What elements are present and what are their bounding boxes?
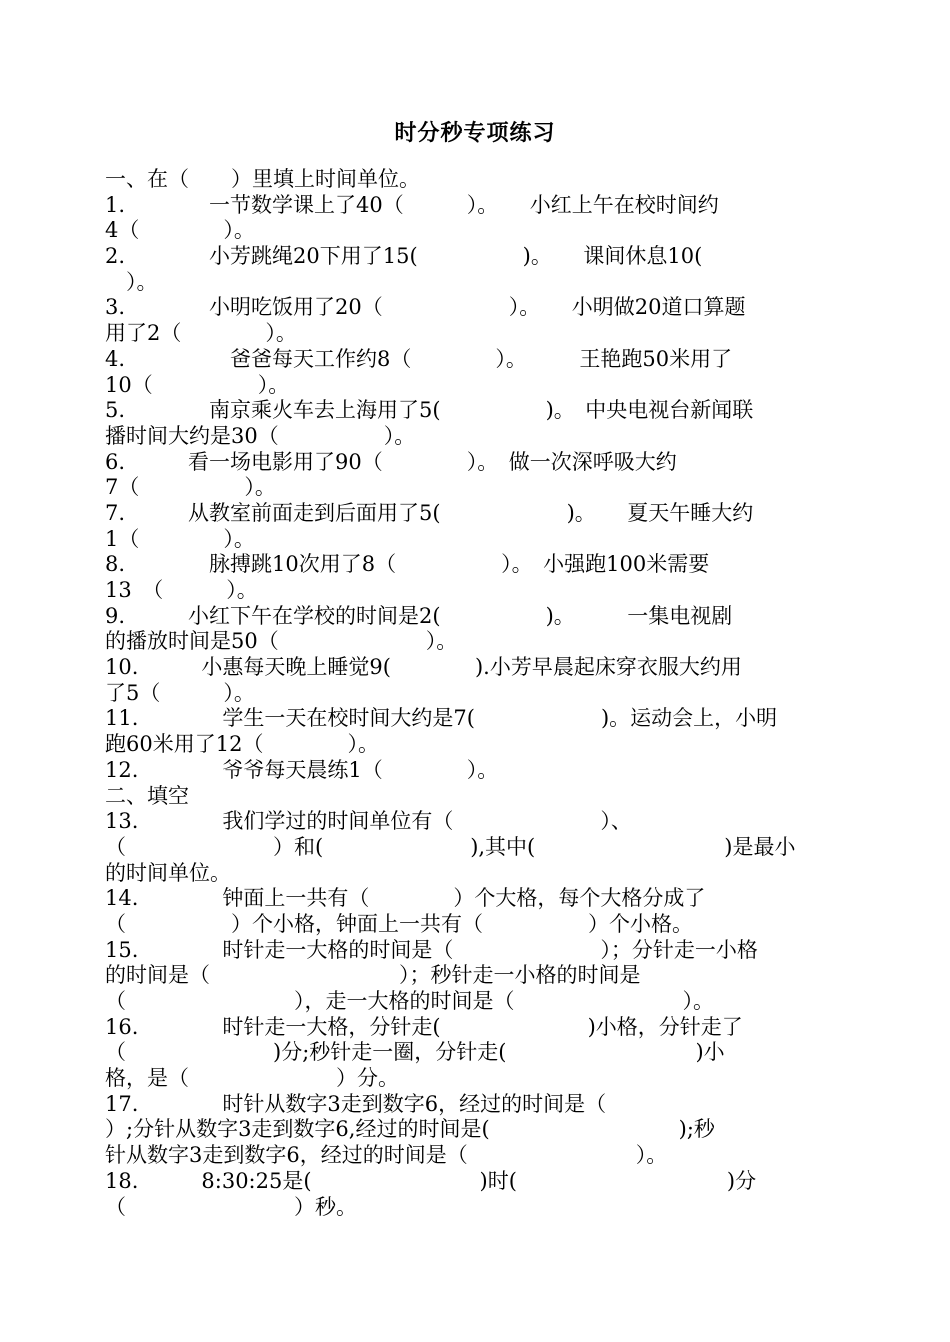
question-line: 播时间大约是30（ ）。 (105, 423, 416, 448)
question-line: 5. 南京乘火车去上海用了5( )。 中央电视台新闻联 (105, 398, 754, 423)
question-line: 6. 看一场电影用了90（ ）。 做一次深呼吸大约 (105, 449, 677, 474)
question-line: 13 （ ）。 (105, 578, 258, 602)
question-line: （ )分;秒针走一圈，分针走( )小 (105, 1040, 725, 1065)
question-line: ）;分针从数字3走到数字6,经过的时间是( );秒 (105, 1117, 715, 1142)
question-line: 13. 我们学过的时间单位有（ ）、 (105, 809, 632, 834)
question-line: 4（ ）。 (105, 218, 255, 243)
question-line: 7（ ）。 (105, 475, 276, 500)
question-line: 12. 爷爷每天晨练1（ ）。 (105, 757, 499, 782)
question-line: 15. 时针走一大格的时间是（ ）；分针走一小格 (105, 937, 758, 962)
question-line: 18. 8:30:25是( )时( )分 (105, 1168, 757, 1193)
question-line: 的时间单位。 (105, 860, 231, 885)
question-line: 1（ ）。 (105, 526, 255, 551)
worksheet-body (105, 167, 847, 1220)
question-line: 2. 小芳跳绳20下用了15( )。 课间休息10( (105, 244, 703, 269)
question-line: 的播放时间是50（ ）。 (105, 629, 458, 654)
question-line: 跑60米用了12（ ）。 (105, 732, 379, 757)
question-line: 了5（ ）。 (105, 680, 255, 705)
question-line: 的时间是（ ）；秒针走一小格的时间是 (105, 963, 641, 988)
page-title: 时分秒专项练习 (394, 120, 556, 146)
question-line: 10（ ）。 (105, 372, 290, 397)
question-line: 10. 小惠每天晚上睡觉9( ).小芳早晨起床穿衣服大约用 (105, 655, 742, 680)
question-line: 17. 时针从数字3走到数字6，经过的时间是（ (105, 1091, 607, 1116)
question-line: 1. 一节数学课上了40（ ）。 小红上午在校时间约 (105, 192, 719, 217)
question-line: 格，是（ ）分。 (105, 1066, 399, 1091)
question-line: （ ）和( ),其中( )是最小 (105, 834, 796, 859)
question-line: 14. 钟面上一共有（ ）个大格，每个大格分成了 (105, 886, 706, 911)
question-line: 4. 爸爸每天工作约8（ ）。 王艳跑50米用了 (105, 346, 733, 371)
question-line: （ ）秒。 (105, 1194, 357, 1219)
question-line: 11. 学生一天在校时间大约是7( )。运动会上，小明 (105, 706, 778, 731)
section-heading: 一、在（ ）里填上时间单位。 (105, 167, 420, 191)
question-line: 16. 时针走一大格，分针走( )小格，分针走了 (105, 1014, 743, 1039)
question-line: 用了2（ ）。 (105, 321, 297, 346)
question-line: 针从数字3走到数字6，经过的时间是（ ）。 (105, 1143, 668, 1168)
question-line: ）。 (105, 269, 158, 294)
question-line: （ ）个小格，钟面上一共有（ ）个小格。 (105, 911, 693, 936)
question-line: 7. 从教室前面走到后面用了5( )。 夏天午睡大约 (105, 500, 754, 525)
question-line: 9. 小红下午在学校的时间是2( )。 一集电视剧 (105, 603, 733, 628)
question-line: 3. 小明吃饭用了20（ ）。 小明做20道口算题 (105, 295, 746, 320)
question-line: 8. 脉搏跳10次用了8（ ）。 小强跑100米需要 (105, 552, 710, 577)
section-heading: 二、填空 (105, 783, 189, 808)
question-line: （ ），走一大格的时间是（ ）。 (105, 989, 714, 1013)
